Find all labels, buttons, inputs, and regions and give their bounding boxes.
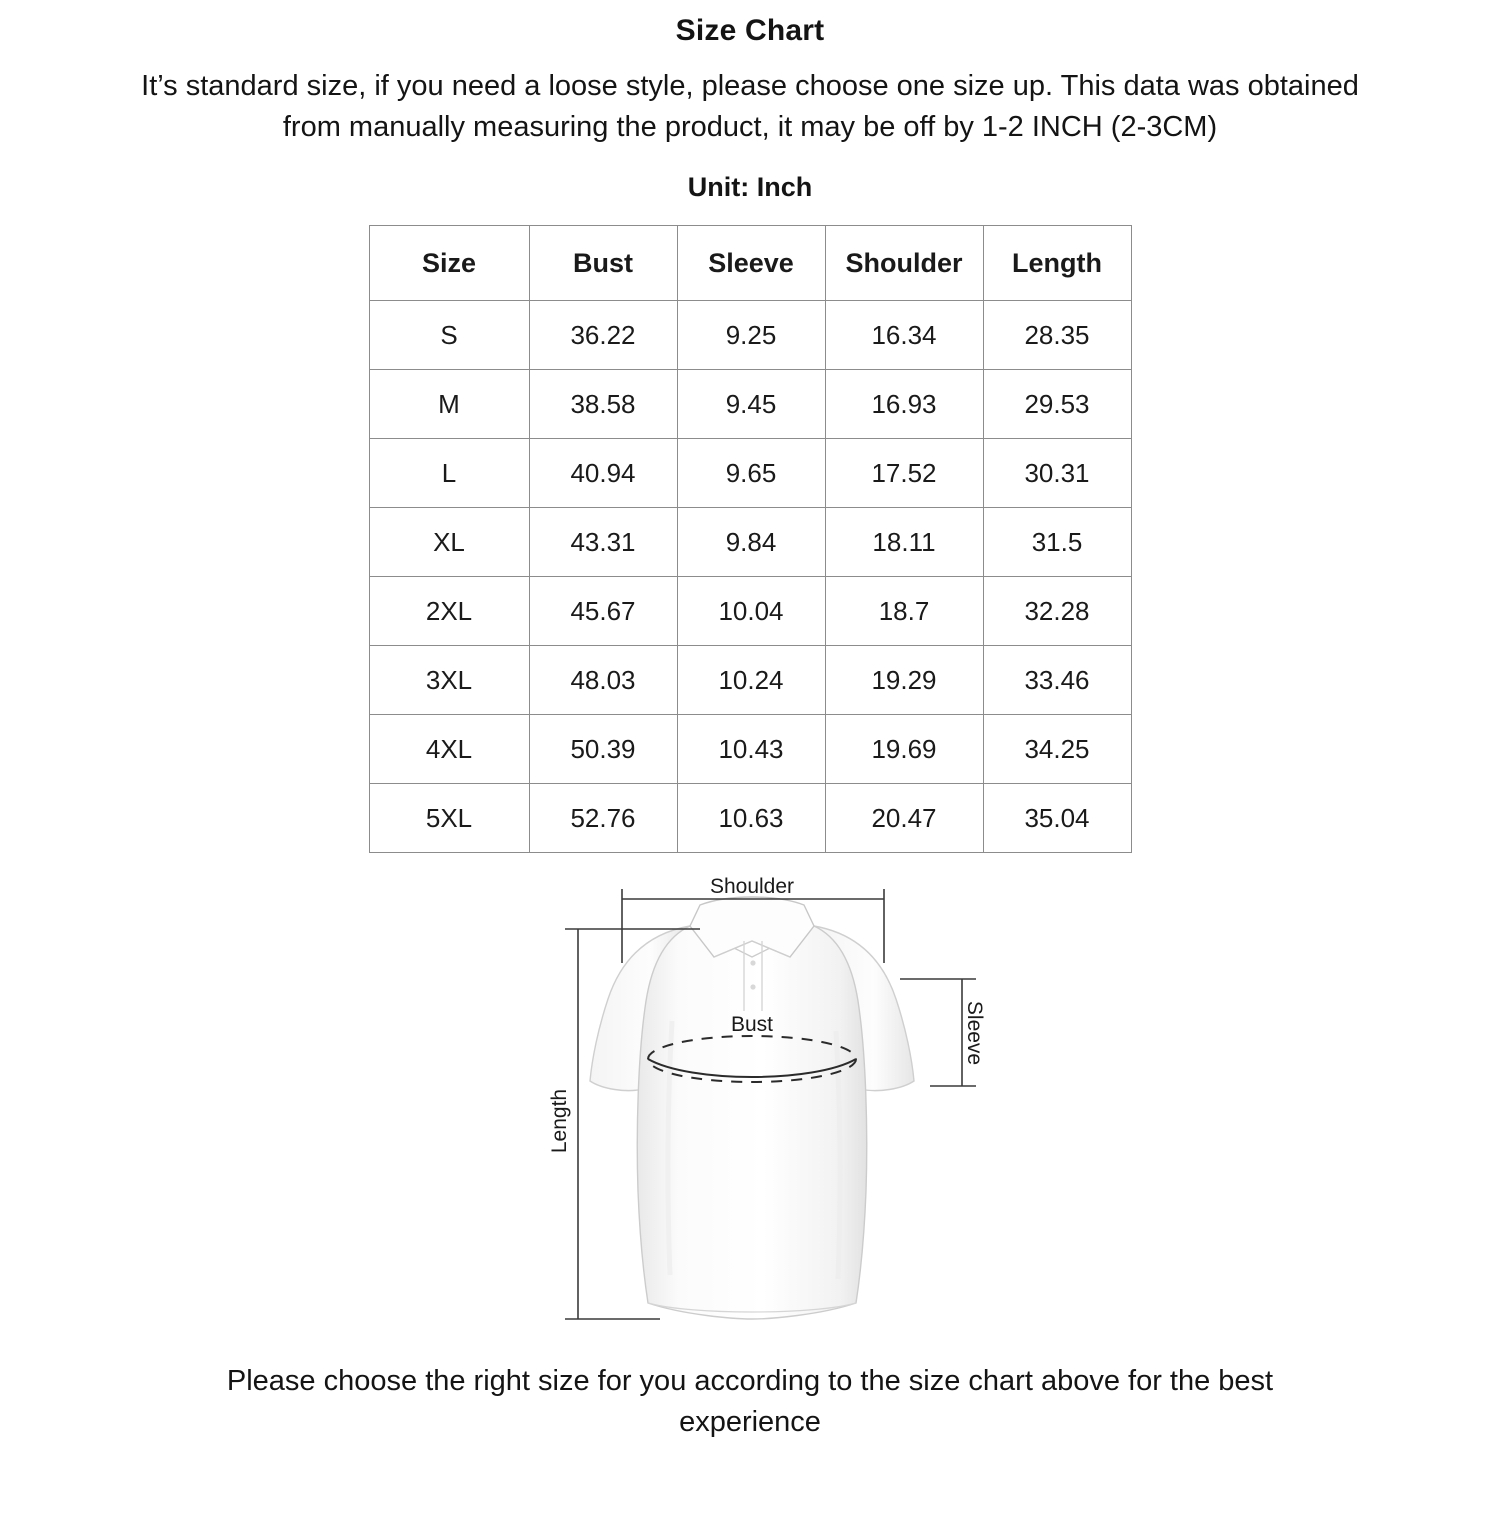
- table-header-row: [369, 226, 1131, 301]
- column-header-shoulder: Shoulder: [825, 226, 983, 301]
- table-row: [369, 508, 1131, 577]
- cell-size: 5XL: [369, 784, 529, 853]
- cell-bust: 45.67: [529, 577, 677, 646]
- column-header-size: Size: [369, 226, 529, 301]
- cell-bust: 36.22: [529, 301, 677, 370]
- measurement-diagram: [0, 871, 1500, 1351]
- cell-length: 33.46: [983, 646, 1131, 715]
- cell-shoulder: 19.29: [825, 646, 983, 715]
- cell-length: 29.53: [983, 370, 1131, 439]
- cell-sleeve: 10.24: [677, 646, 825, 715]
- cell-length: 31.5: [983, 508, 1131, 577]
- column-header-bust: Bust: [529, 226, 677, 301]
- column-header-length: Length: [983, 226, 1131, 301]
- shoulder-label: Shoulder: [709, 875, 795, 898]
- size-chart-page: [0, 14, 1500, 1514]
- intro-line-1: It’s standard size, if you need a loose style, please choose one size up.: [141, 70, 1054, 102]
- cell-bust: 38.58: [529, 370, 677, 439]
- cell-length: 30.31: [983, 439, 1131, 508]
- cell-length: 35.04: [983, 784, 1131, 853]
- cell-shoulder: 17.52: [825, 439, 983, 508]
- page-title: Size Chart: [675, 14, 825, 47]
- cell-size: 4XL: [369, 715, 529, 784]
- table-row: [369, 301, 1131, 370]
- cell-shoulder: 20.47: [825, 784, 983, 853]
- cell-sleeve: 10.04: [677, 577, 825, 646]
- cell-shoulder: 19.69: [825, 715, 983, 784]
- cell-shoulder: 16.34: [825, 301, 983, 370]
- table-row: [369, 439, 1131, 508]
- column-header-sleeve: Sleeve: [677, 226, 825, 301]
- intro-line-2: This data was obtained from manually measuring the product, it: [282, 70, 1359, 143]
- cell-size: L: [369, 439, 529, 508]
- cell-size: S: [369, 301, 529, 370]
- table-row: [369, 577, 1131, 646]
- polo-shirt-illustration: [590, 897, 914, 1319]
- cell-sleeve: 9.45: [677, 370, 825, 439]
- table-row: [369, 646, 1131, 715]
- cell-length: 28.35: [983, 301, 1131, 370]
- cell-shoulder: 18.11: [825, 508, 983, 577]
- unit-label: Unit: Inch: [687, 172, 813, 202]
- table-row: [369, 715, 1131, 784]
- cell-size: XL: [369, 508, 529, 577]
- cell-bust: 48.03: [529, 646, 677, 715]
- footer-line-2: above for the best experience: [679, 1365, 1274, 1438]
- cell-shoulder: 16.93: [825, 370, 983, 439]
- cell-size: 2XL: [369, 577, 529, 646]
- cell-sleeve: 9.25: [677, 301, 825, 370]
- bust-label: Bust: [730, 1013, 774, 1036]
- size-table: [369, 225, 1132, 853]
- cell-length: 34.25: [983, 715, 1131, 784]
- footer-text: [0, 1361, 1500, 1443]
- size-table-wrapper: [0, 225, 1500, 853]
- table-row: [369, 784, 1131, 853]
- cell-size: 3XL: [369, 646, 529, 715]
- length-label: Length: [548, 1088, 571, 1154]
- cell-sleeve: 10.63: [677, 784, 825, 853]
- cell-length: 32.28: [983, 577, 1131, 646]
- cell-bust: 40.94: [529, 439, 677, 508]
- intro-text: [0, 66, 1500, 148]
- intro-line-3: may be off by 1-2 INCH (2-3CM): [800, 111, 1218, 143]
- footer-line-1: Please choose the right size for you according to the size chart: [226, 1365, 1033, 1397]
- cell-sleeve: 10.43: [677, 715, 825, 784]
- cell-bust: 52.76: [529, 784, 677, 853]
- cell-size: M: [369, 370, 529, 439]
- cell-bust: 43.31: [529, 508, 677, 577]
- cell-bust: 50.39: [529, 715, 677, 784]
- cell-sleeve: 9.84: [677, 508, 825, 577]
- sleeve-label: Sleeve: [963, 1000, 986, 1066]
- table-row: [369, 370, 1131, 439]
- cell-sleeve: 9.65: [677, 439, 825, 508]
- cell-shoulder: 18.7: [825, 577, 983, 646]
